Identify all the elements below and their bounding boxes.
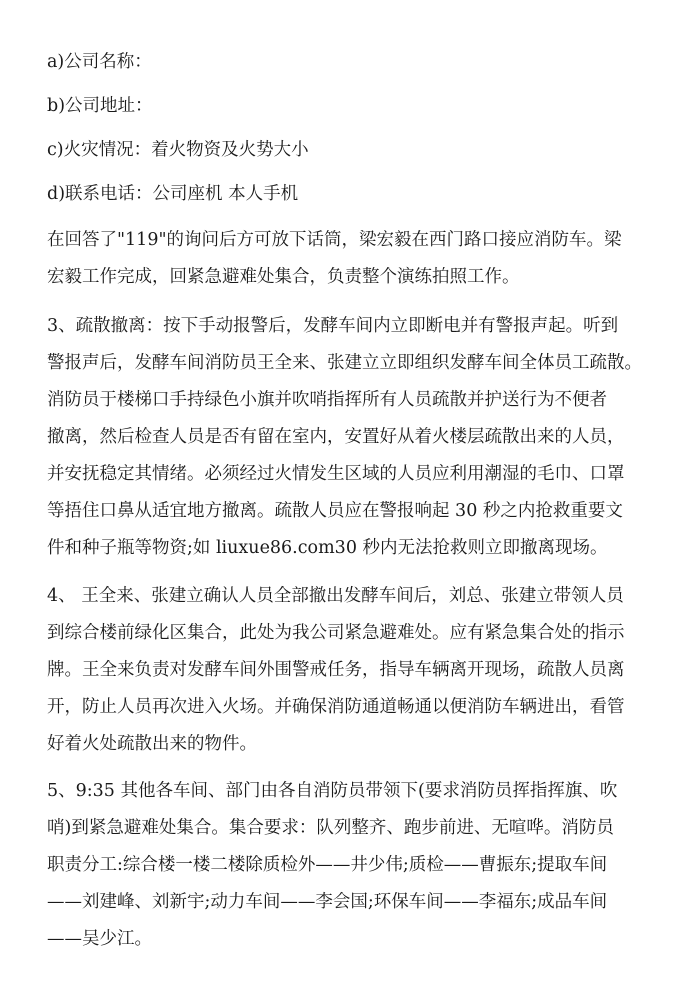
paragraph-line: 在回答了"119"的询问后方可放下话筒，梁宏毅在西门路口接应消防车。梁 bbox=[47, 230, 622, 250]
paragraph-line: 并安抚稳定其情绪。必须经过火情发生区域的人员应利用潮湿的毛巾、口罩 bbox=[47, 464, 625, 484]
paragraph-line: 撤离，然后检查人员是否有留在室内，安置好从着火楼层疏散出来的人员， bbox=[47, 427, 625, 447]
contact-item-company-address: b)公司地址： bbox=[47, 96, 153, 116]
paragraph-line: 4、 王全来、张建立确认人员全部撤出发酵车间后，刘总、张建立带领人员 bbox=[47, 586, 624, 606]
paragraph-line: 消防员于楼梯口手持绿色小旗并吹哨指挥所有人员疏散并护送行为不便者 bbox=[47, 390, 607, 410]
paragraph-line: 职责分工:综合楼一楼二楼除质检外——井少伟;质检——曹振东;提取车间 bbox=[47, 855, 608, 875]
contact-item-fire-situation: c)火灾情况：着火物资及火势大小 bbox=[47, 140, 309, 160]
paragraph-line: 到综合楼前绿化区集合，此处为我公司紧急避难处。应有紧急集合处的指示 bbox=[47, 623, 625, 643]
paragraph-line: 件和种子瓶等物资;如 liuxue86.com30 秒内无法抢救则立即撤离现场。 bbox=[47, 538, 608, 558]
paragraph-line: ——刘建峰、刘新宇;动力车间——李会国;环保车间——李福东;成品车间 bbox=[47, 892, 608, 912]
paragraph-line: 好着火处疏散出来的物件。 bbox=[47, 734, 257, 754]
paragraph-line: 3、疏散撤离：按下手动报警后，发酵车间内立即断电并有警报声起。听到 bbox=[47, 316, 619, 336]
paragraph-line: 哨)到紧急避难处集合。集合要求：队列整齐、跑步前进、无喧哗。消防员 bbox=[47, 818, 614, 838]
contact-item-phone: d)联系电话：公司座机 本人手机 bbox=[47, 184, 299, 204]
paragraph-report-call bbox=[47, 222, 667, 296]
contact-item-company-name: a)公司名称： bbox=[47, 52, 152, 72]
paragraph-line: 等捂住口鼻从适宜地方撤离。疏散人员应在警报响起 30 秒之内抢救重要文 bbox=[47, 501, 623, 521]
paragraph-line: 警报声后，发酵车间消防员王全来、张建立立即组织发酵车间全体员工疏散。 bbox=[47, 353, 642, 373]
paragraph-line: ——吴少江。 bbox=[47, 929, 152, 949]
paragraph-evacuation bbox=[47, 308, 667, 567]
paragraph-line: 牌。王全来负责对发酵车间外围警戒任务，指导车辆离开现场，疏散人员离 bbox=[47, 660, 625, 680]
paragraph-line: 开，防止人员再次进入火场。并确保消防通道畅通以便消防车辆进出，看管 bbox=[47, 697, 625, 717]
paragraph-duties bbox=[47, 773, 667, 958]
paragraph-assembly bbox=[47, 578, 667, 763]
paragraph-line: 宏毅工作完成，回紧急避难处集合，负责整个演练拍照工作。 bbox=[47, 267, 520, 287]
paragraph-line: 5、9:35 其他各车间、部门由各自消防员带领下(要求消防员挥指挥旗、吹 bbox=[47, 781, 618, 801]
